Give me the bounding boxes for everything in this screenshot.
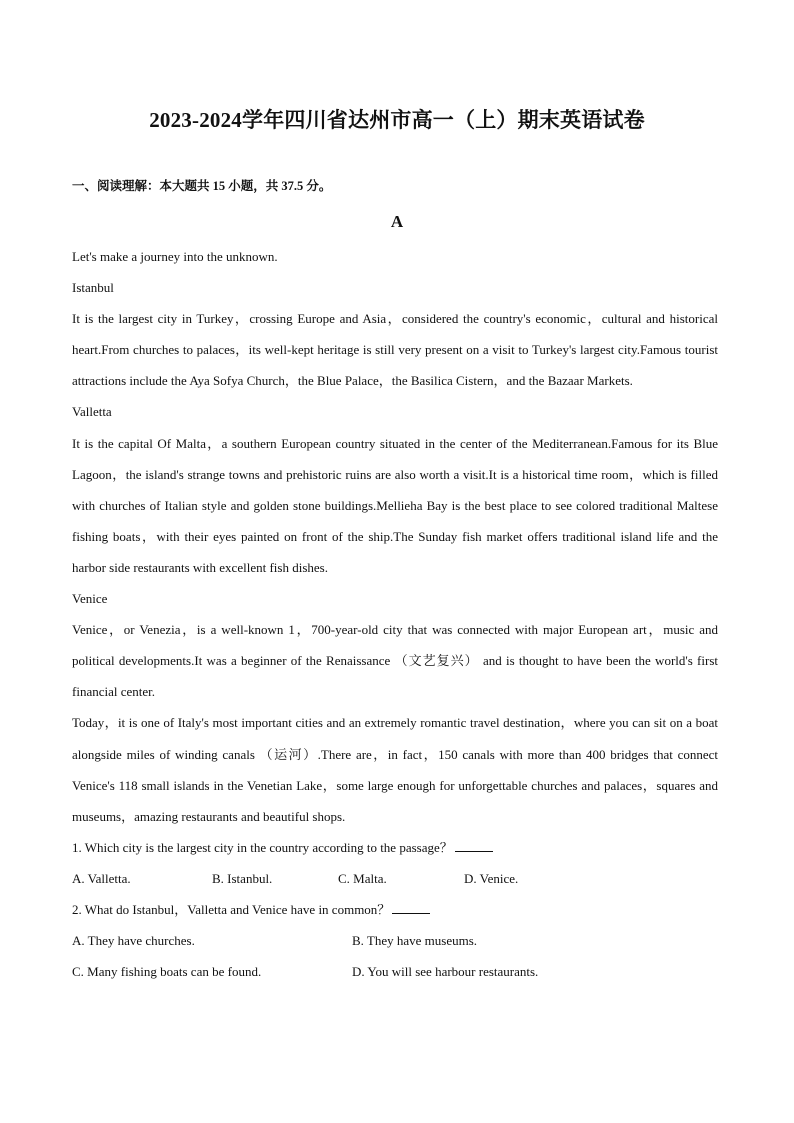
passage-body	[72, 241, 718, 987]
paragraph-venice-1: Venice，or Venezia，is a well-known 1，700-year-old city that was connected with major European art，music and political developments.It was a beginner of the Renaissance （文艺复兴） and is thought to have been the world's first financial center.	[72, 622, 718, 700]
paragraph-valletta: It is the capital Of Malta，a southern European country situated in the center of the Mediterranean.Famous for its Blue Lagoon，the island's strange towns and prehistoric ruins are also worth a visit.It is a historical time room，which is filled with churches of Italian style and golden stone buildings.Mellieha Bay is the best place to see colored traditional Maltese fishing boats，with their eyes painted on front of the ship.The Sunday fish market offers traditional island life and the harbor side restaurants with excellent fish dishes.	[72, 435, 718, 575]
option-c: C. Many fishing boats can be found.	[72, 964, 262, 980]
option-d: D. You will see harbour restaurants.	[352, 964, 539, 980]
option-b: B. Istanbul.	[212, 870, 273, 886]
passage-intro: Let's make a journey into the unknown.	[72, 249, 278, 264]
answer-blank	[392, 903, 430, 914]
question-2-stem: 2. What do Istanbul，Valletta and Venice have in common？	[72, 894, 718, 925]
exam-title: 2023-2024学年四川省达州市高一（上）期末英语试卷	[149, 108, 645, 132]
option-a: A. Valletta.	[72, 870, 131, 886]
question-2-options-row-2	[72, 956, 718, 987]
option-d: D. Venice.	[464, 870, 519, 886]
paragraph-venice-2: Today，it is one of Italy's most important cities and an extremely romantic travel destination，where you can sit on a boat alongside miles of winding canals （运河）.There are，in fact，150 canals with more than 400 bridges that connect Venice's 118 small islands in the Venetian Lake，some large enough for unforgettable churches and palaces，squares and museums，amazing restaurants and beautiful shops.	[72, 715, 718, 824]
question-1-stem: 1. Which city is the largest city in the country according to the passage？	[72, 832, 718, 863]
question-2-options-row-1	[72, 925, 718, 956]
paragraph-istanbul: It is the largest city in Turkey，crossing Europe and Asia，considered the country's economic，cultural and historical heart.From churches to palaces，its well-kept heritage is still very present on a visit to Turkey's largest city.Famous tourist attractions include the Aya Sofya Church，the Blue Palace，the Basilica Cistern，and the Bazaar Markets.	[72, 311, 718, 389]
section-heading: 一、阅读理解：本大题共 15 小题，共 37.5 分。	[72, 179, 332, 193]
answer-blank	[455, 841, 493, 852]
passage-letter: A	[390, 212, 404, 231]
city-heading-istanbul: Istanbul	[72, 280, 114, 296]
city-heading-venice: Venice	[72, 591, 108, 607]
question-1-options	[72, 863, 718, 894]
city-heading-valletta: Valletta	[72, 404, 112, 420]
option-c: C. Malta.	[338, 870, 387, 886]
option-a: A. They have churches.	[72, 933, 195, 949]
option-b: B. They have museums.	[352, 933, 478, 949]
